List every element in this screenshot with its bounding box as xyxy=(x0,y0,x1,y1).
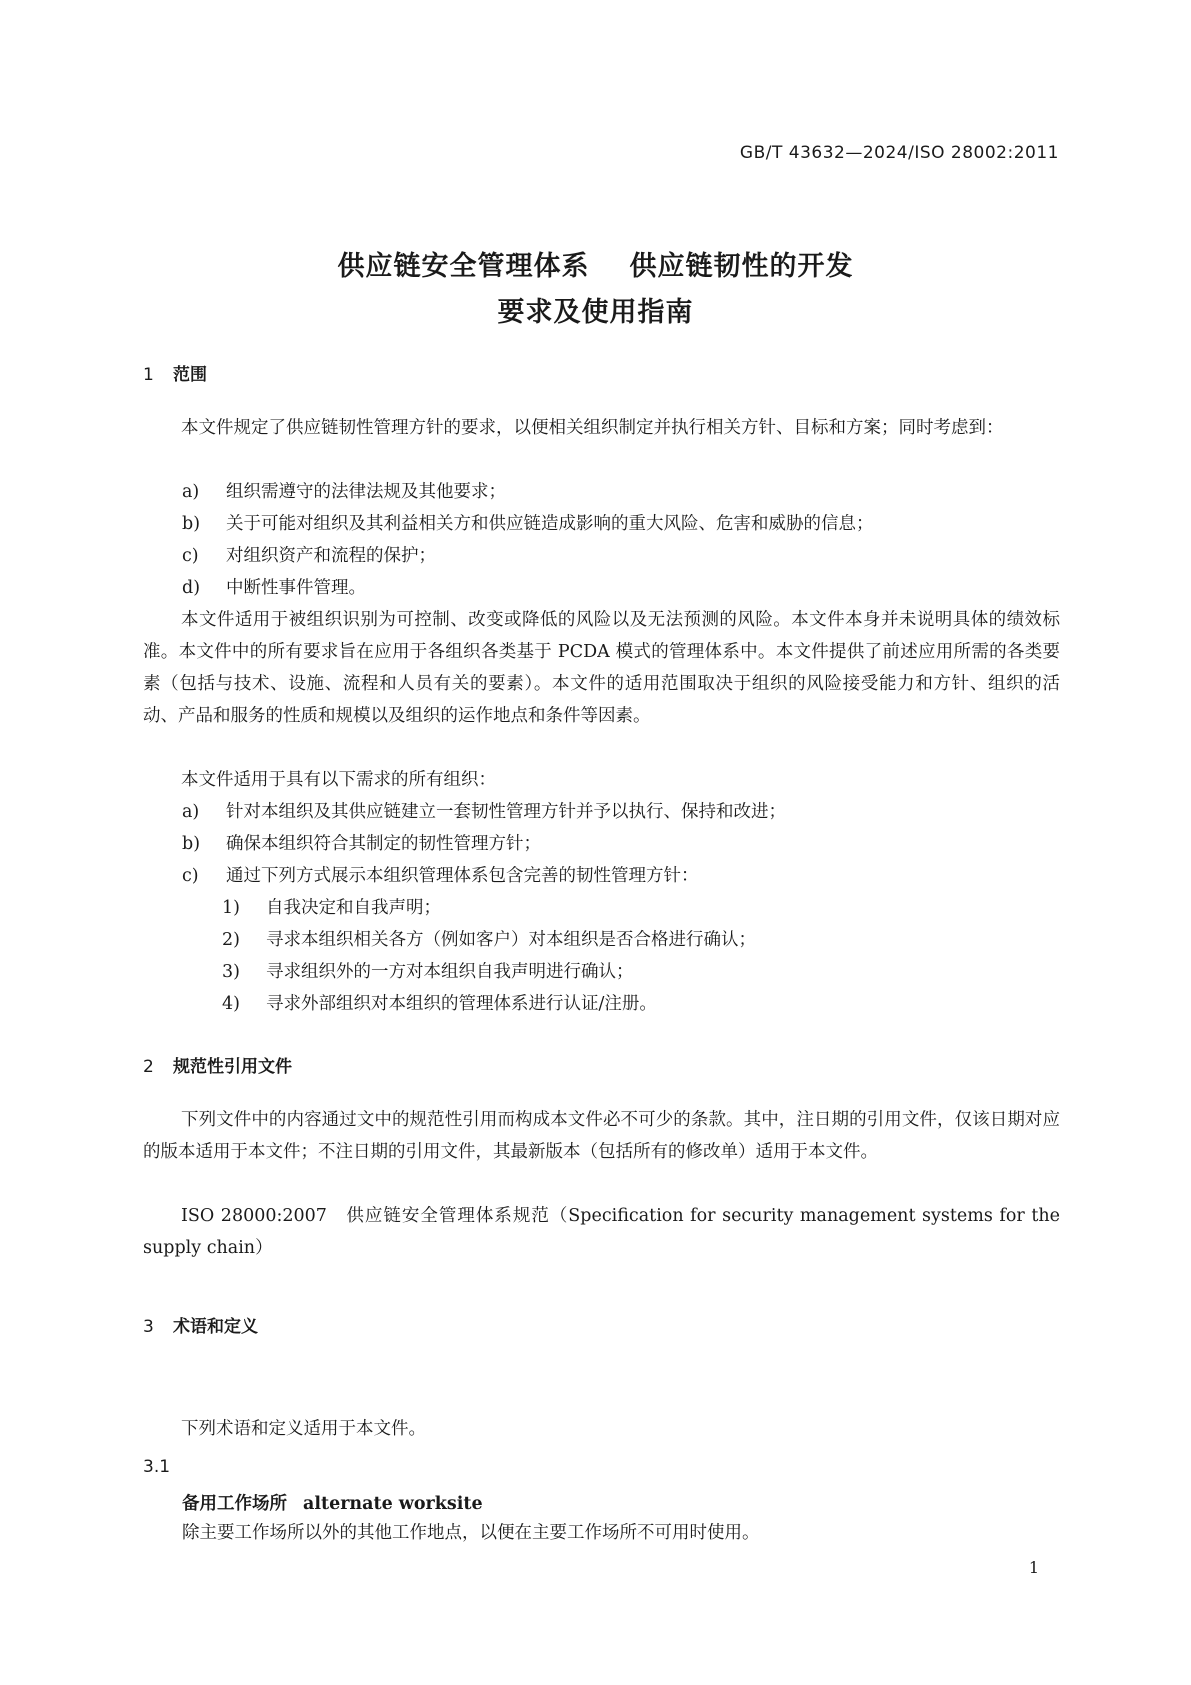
section-1-heading xyxy=(143,360,207,385)
list-text: 对组织资产和流程的保护； xyxy=(226,546,436,566)
standard-number: GB/T 43632—2024/ISO 28002:2011 xyxy=(739,143,1059,163)
paragraph: 下列文件中的内容通过文中的规范性引用而构成本文件必不可少的条款。其中，注日期的引用文件，仅该日期对应的版本适用于本文件；不注日期的引用文件，其最新版本（包括所有的修改单）适用于本文件。 xyxy=(143,1110,1060,1162)
list-label: 4) xyxy=(222,994,240,1014)
term-number: 3.1 xyxy=(143,1457,171,1477)
list-item xyxy=(182,572,366,604)
list-item xyxy=(182,828,541,860)
term-english: alternate worksite xyxy=(303,1494,483,1514)
title-part2: 供应链韧性的开发 xyxy=(629,251,854,282)
list-text: 通过下列方式展示本组织管理体系包含完善的韧性管理方针： xyxy=(226,866,699,886)
section-number: 3 xyxy=(143,1317,154,1337)
paragraph: 本文件适用于被组织识别为可控制、改变或降低的风险以及无法预测的风险。本文件本身并未说明具体的绩效标准。本文件中的所有要求旨在应用于各组织各类基于 PCDA 模式的管理体系中。本文件提供了前述应用所需的各类要素（包括与技术、设施、流程和人员有关的要素）。本文件的适用范围取决于组织的风险接受能力和方针、组织的活动、产品和服务的性质和规模以及组织的运作地点和条件等因素。 xyxy=(143,610,1060,726)
list-item xyxy=(182,476,506,508)
list-label: a) xyxy=(182,802,200,822)
normative-reference: ISO 28000:2007 供应链安全管理体系规范（Specification for security management systems for the supply chain） xyxy=(143,1206,1060,1258)
list-item xyxy=(182,796,786,828)
list-text: 寻求外部组织对本组织的管理体系进行认证/注册。 xyxy=(266,994,657,1014)
section-3-heading xyxy=(143,1312,258,1337)
list-label: c) xyxy=(182,546,199,566)
list-label: 2) xyxy=(222,930,240,950)
sub-list-item xyxy=(222,956,634,988)
sub-list-item xyxy=(222,892,441,924)
list-label: a) xyxy=(182,482,200,502)
list-item xyxy=(182,540,436,572)
list-text: 确保本组织符合其制定的韧性管理方针； xyxy=(226,834,541,854)
section-title: 术语和定义 xyxy=(173,1317,258,1337)
list-text: 针对本组织及其供应链建立一套韧性管理方针并予以执行、保持和改进； xyxy=(226,802,786,822)
list-label: 3) xyxy=(222,962,240,982)
list-item xyxy=(182,860,699,892)
term-chinese: 备用工作场所 xyxy=(182,1494,287,1514)
list-label: b) xyxy=(182,834,201,854)
list-text: 中断性事件管理。 xyxy=(226,578,366,598)
list-label: c) xyxy=(182,866,199,886)
document-title-line2: 要求及使用指南 xyxy=(497,297,694,328)
list-label: d) xyxy=(182,578,201,598)
paragraph: 下列术语和定义适用于本文件。 xyxy=(181,1419,426,1439)
list-item xyxy=(182,508,874,540)
list-text: 自我决定和自我声明； xyxy=(266,898,441,918)
list-text: 组织需遵守的法律法规及其他要求； xyxy=(226,482,506,502)
paragraph: 本文件规定了供应链韧性管理方针的要求，以便相关组织制定并执行相关方针、目标和方案；同时考虑到： xyxy=(181,418,1004,438)
title-part1: 供应链安全管理体系 xyxy=(337,251,590,282)
section-2-heading xyxy=(143,1052,292,1077)
document-title-line1 xyxy=(0,244,1191,283)
list-label: 1) xyxy=(222,898,240,918)
list-text: 寻求本组织相关各方（例如客户）对本组织是否合格进行确认； xyxy=(266,930,756,950)
section-number: 1 xyxy=(143,365,154,385)
paragraph: 本文件适用于具有以下需求的所有组织： xyxy=(181,770,496,790)
term-entry xyxy=(182,1490,483,1515)
sub-list-item xyxy=(222,924,756,956)
page-number: 1 xyxy=(1028,1558,1039,1577)
list-text: 关于可能对组织及其利益相关方和供应链造成影响的重大风险、危害和威胁的信息； xyxy=(226,514,874,534)
sub-list-item xyxy=(222,988,657,1020)
section-title: 规范性引用文件 xyxy=(173,1057,292,1077)
section-title: 范围 xyxy=(173,365,207,385)
term-definition: 除主要工作场所以外的其他工作地点，以便在主要工作场所不可用时使用。 xyxy=(182,1523,760,1543)
list-label: b) xyxy=(182,514,201,534)
section-number: 2 xyxy=(143,1057,154,1077)
list-text: 寻求组织外的一方对本组织自我声明进行确认； xyxy=(266,962,634,982)
